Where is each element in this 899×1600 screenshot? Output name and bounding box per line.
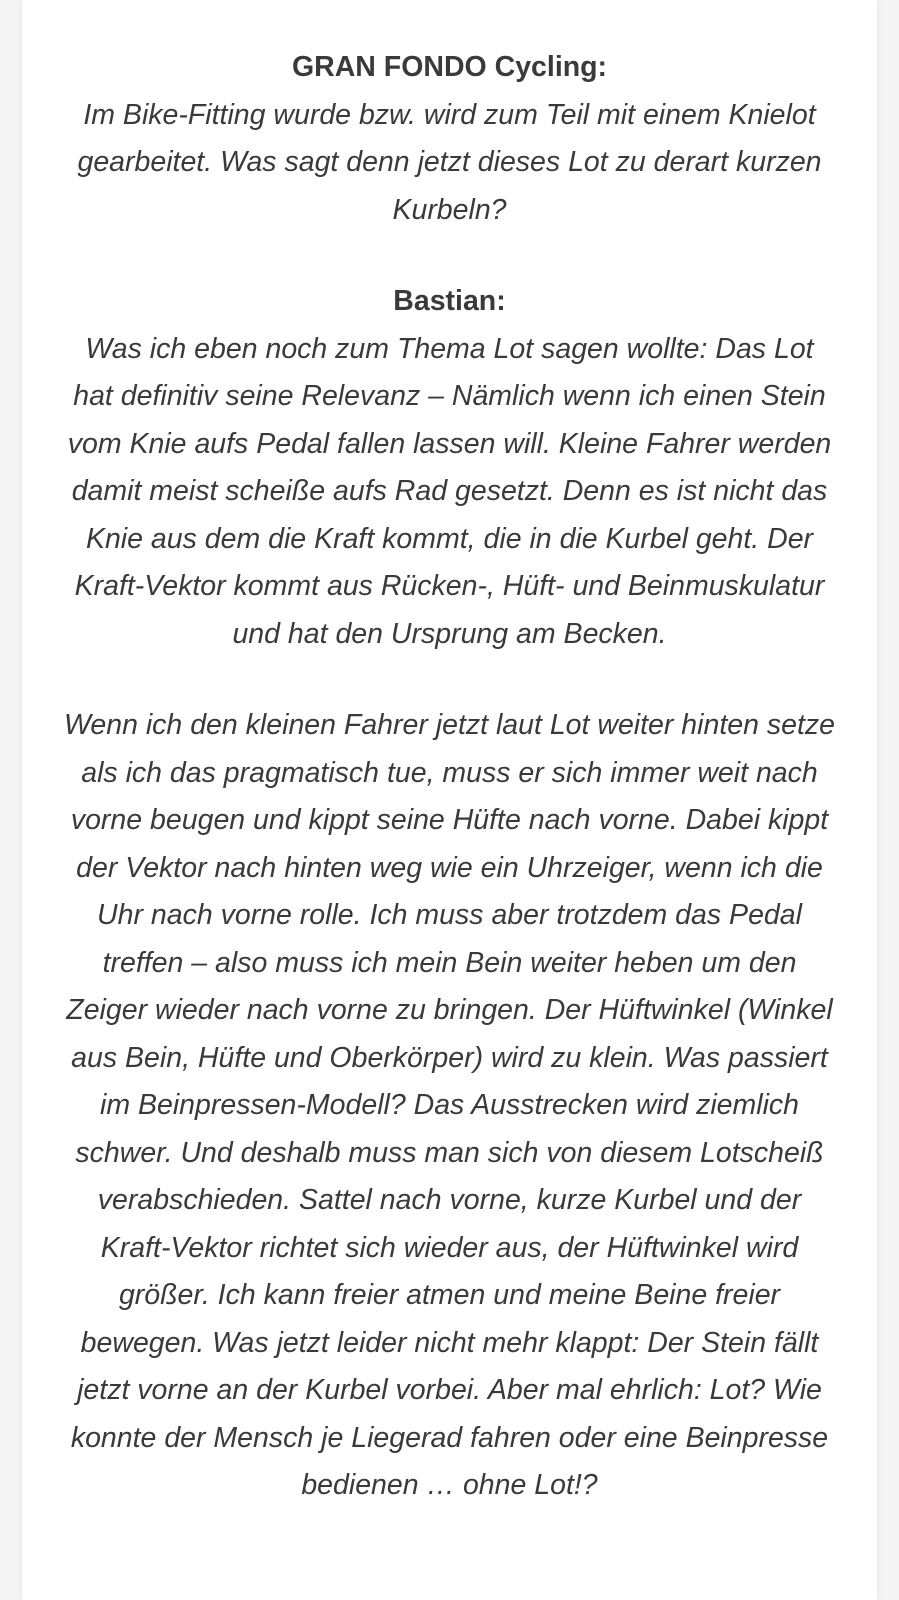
interview-content bbox=[22, 0, 877, 1510]
speaker-name-bastian: Bastian: bbox=[393, 285, 506, 317]
interviewer-question: Im Bike-Fitting wurde bzw. wird zum Teil mit einem Knielot gearbeitet. Was sagt denn jetzt dieses Lot zu derart kurzen Kurbeln? bbox=[77, 98, 822, 226]
bastian-answer-paragraph-2: Wenn ich den kleinen Fahrer jetzt laut Lot weiter hinten setze als ich das pragmatisch tue, muss er sich immer weit nach vorne beugen und kippt seine Hüfte nach vorne. Dabei kippt der Vektor nach hinten weg wie ein Uhrzeiger, wenn ich die Uhr nach vorne rolle. Ich muss aber trotzdem das Pedal treffen – also muss ich mein Bein weiter heben um den Zeiger wieder nach vorne zu bringen. Der Hüftwinkel (Winkel aus Bein, Hüfte und Oberkörper) wird zu klein. Was passiert im Beinpressen-Modell? Das Ausstrecken wird ziemlich schwer. Und deshalb muss man sich von diesem Lotscheiß verabschieden. Sattel nach vorne, kurze Kurbel und der Kraft-Vektor richtet sich wieder aus, der Hüftwinkel wird größer. Ich kann freier atmen und meine Beine freier bewegen. Was jetzt leider nicht mehr klappt: Der Stein fällt jetzt vorne an der Kurbel vorbei. Aber mal ehrlich: Lot? Wie konnte der Mensch je Liegerad fahren oder eine Beinpresse bedienen … ohne Lot!? bbox=[64, 709, 835, 1501]
paragraph-spacer bbox=[62, 234, 837, 278]
paragraph-spacer bbox=[62, 658, 837, 702]
speaker-name-interviewer: GRAN FONDO Cycling: bbox=[291, 51, 608, 83]
article-card bbox=[22, 0, 877, 1600]
bastian-answer-paragraph-1: Was ich eben noch zum Thema Lot sagen wollte: Das Lot hat definitiv seine Relevanz – Nämlich wenn ich einen Stein vom Knie aufs Pedal fallen lassen will. Kleine Fahrer werden damit meist scheiße aufs Rad gesetzt. Denn es ist nicht das Knie aus dem die Kraft kommt, die in die Kurbel geht. Der Kraft-Vektor kommt aus Rücken-, Hüft- und Beinmuskulatur und hat den Ursprung am Becken. bbox=[67, 332, 832, 650]
